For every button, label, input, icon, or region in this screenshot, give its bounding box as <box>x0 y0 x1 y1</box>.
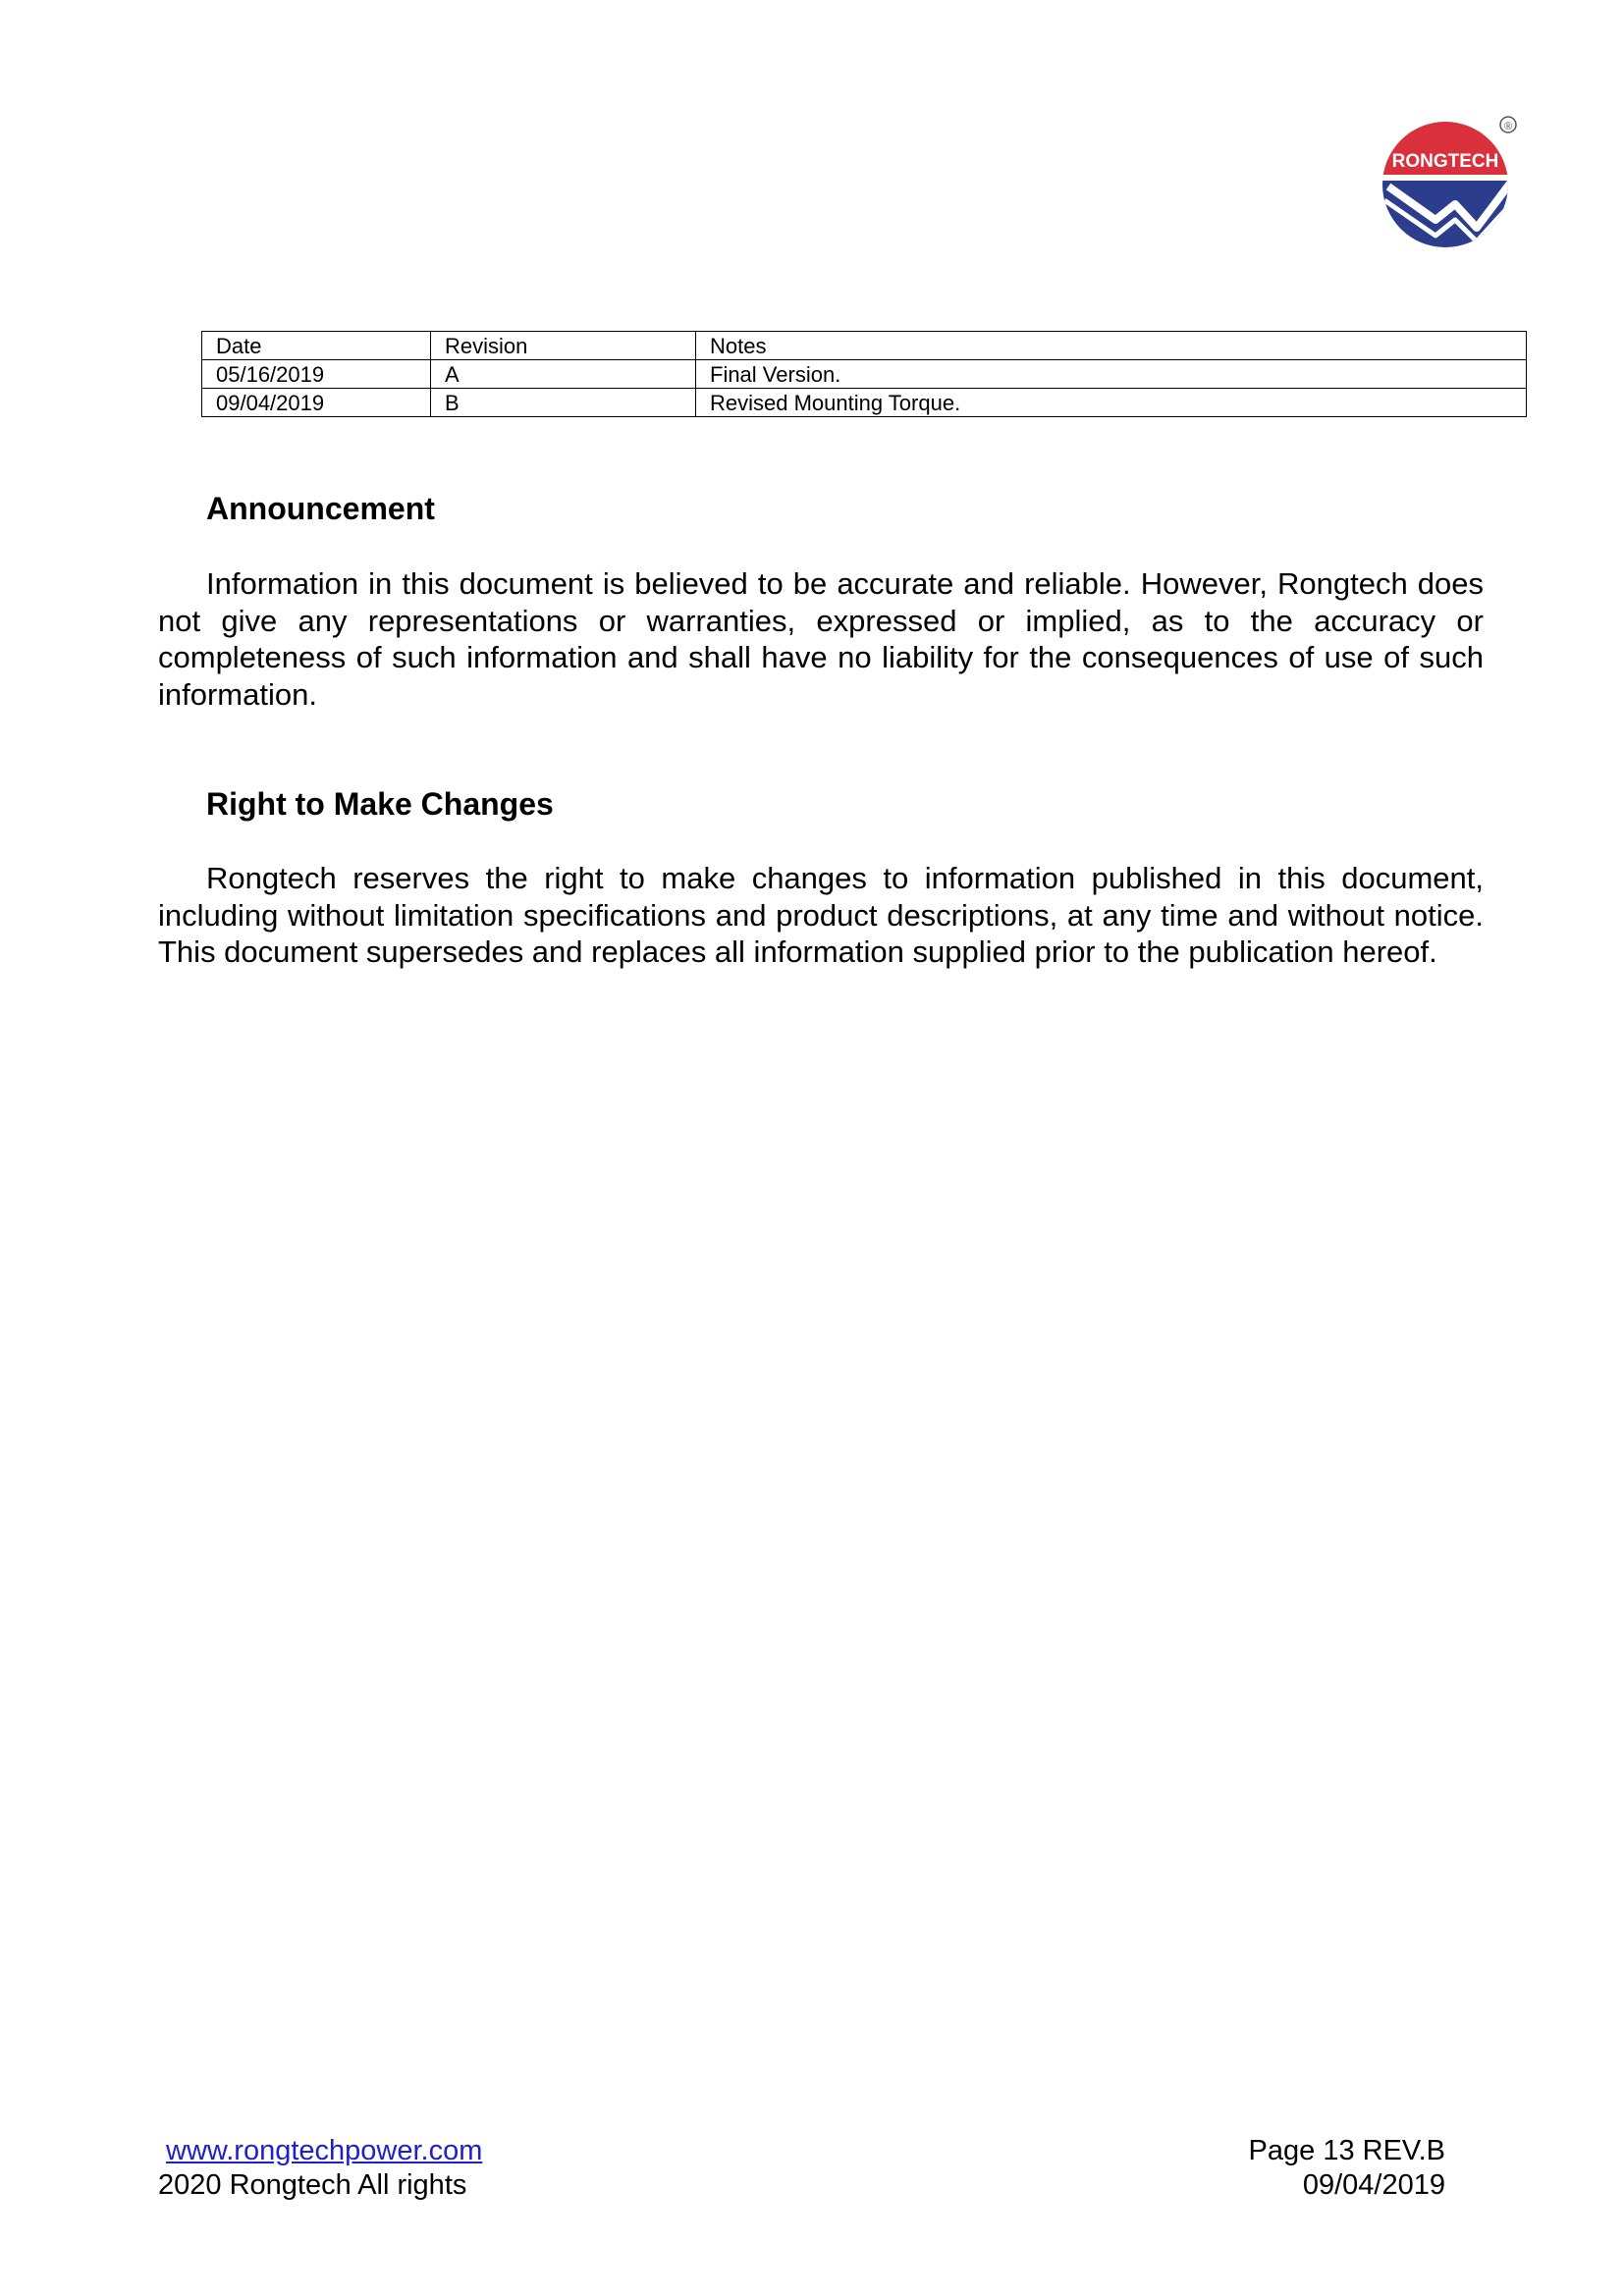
announcement-body: Information in this document is believed to be accurate and reliable. However, Rongtech does not give any representations or warranties, expressed or implied, as to the accuracy or completeness of such information and shall have no liability for the consequences of use of such information. <box>158 566 1484 712</box>
registered-mark: ® <box>1503 119 1513 133</box>
cell-revision: A <box>431 360 696 389</box>
logo-text: RONGTECH <box>1391 151 1499 172</box>
announcement-heading: Announcement <box>206 491 435 526</box>
header-revision: Revision <box>431 332 696 360</box>
rongtech-logo <box>1375 110 1532 267</box>
cell-notes: Final Version. <box>696 360 1527 389</box>
website-link[interactable]: www.rongtechpower.com <box>166 2135 483 2166</box>
cell-date: 09/04/2019 <box>202 389 431 417</box>
table-row <box>202 360 1527 389</box>
page-number: Page 13 REV.B <box>1248 2135 1445 2166</box>
revision-table <box>201 331 1527 417</box>
header-notes: Notes <box>696 332 1527 360</box>
cell-revision: B <box>431 389 696 417</box>
table-header-row <box>202 332 1527 360</box>
copyright-text: 2020 Rongtech All rights <box>158 2169 467 2201</box>
footer-date: 09/04/2019 <box>1302 2169 1445 2201</box>
header-date: Date <box>202 332 431 360</box>
right-to-make-changes-heading: Right to Make Changes <box>206 786 554 822</box>
cell-notes: Revised Mounting Torque. <box>696 389 1527 417</box>
table-row <box>202 389 1527 417</box>
cell-date: 05/16/2019 <box>202 360 431 389</box>
right-to-make-changes-body: Rongtech reserves the right to make changes to information published in this document, including without limitation specifications and product descriptions, at any time and without notice. This document supersedes and replaces all information supplied prior to the publication hereof. <box>158 861 1484 969</box>
